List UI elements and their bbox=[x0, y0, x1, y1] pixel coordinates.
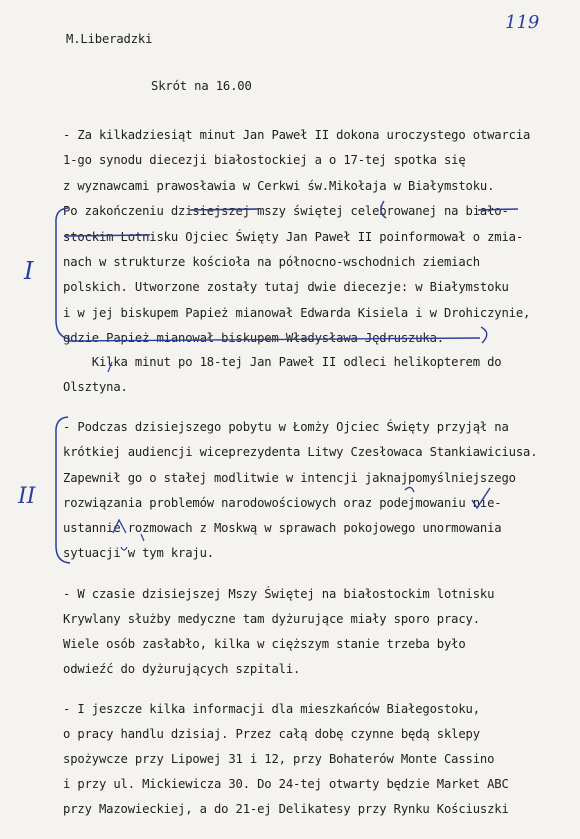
text-line-23: o pracy handlu dzisiaj. Przez całą dobę czynne będą sklepy bbox=[63, 727, 480, 741]
correction-mark bbox=[141, 534, 144, 541]
text-line-18: - W czasie dzisiejszej Mszy Świętej na białostockim lotnisku bbox=[63, 587, 495, 601]
text-line-9: gdzie Papież mianował biskupem Władysława Jędruszuka. bbox=[63, 331, 444, 345]
text-line-19: Krywlany służby medyczne tam dyżurujące miały sporo pracy. bbox=[63, 612, 480, 626]
handwritten-page-number: 119 bbox=[505, 12, 540, 33]
document-subtitle: Skrót na 16.00 bbox=[151, 79, 252, 93]
correction-mark bbox=[405, 487, 414, 492]
end-bracket-mark bbox=[481, 327, 487, 343]
text-line-2: 1-go synodu diecezji białostockiej a o 17-tej spotka się bbox=[63, 153, 466, 167]
text-line-5: stockim Lotnisku Ojciec Święty Jan Paweł II poinformował o zmia- bbox=[63, 230, 523, 244]
text-line-21: odwieźć do dyżurujących szpitali. bbox=[63, 662, 301, 676]
margin-mark-section-1: I bbox=[24, 257, 34, 285]
text-line-15: rozwiązania problemów narodowościowych oraz podejmowaniu nie- bbox=[63, 496, 502, 510]
text-line-14: Zapewnił go o stałej modlitwie w intencji jaknajpomyślniejszego bbox=[63, 471, 516, 485]
text-line-13: krótkiej audiencji wiceprezydenta Litwy Czesłowaca Stankiawiciusa. bbox=[63, 445, 538, 459]
text-line-20: Wiele osób zasłabło, kilka w cięższym stanie trzeba było bbox=[63, 637, 466, 651]
section-bracket bbox=[56, 417, 70, 563]
text-line-3: z wyznawcami prawosławia w Cerkwi św.Mikołaja w Białymstoku. bbox=[63, 179, 495, 193]
text-line-16: ustannie rozmowach z Moskwą w sprawach pokojowego unormowania bbox=[63, 521, 502, 535]
text-line-1: - Za kilkadziesiąt minut Jan Paweł II dokona uroczystego otwarcia bbox=[63, 128, 531, 142]
text-line-4: Po zakończeniu dzisiejszej mszy świętej celebrowanej na biało- bbox=[63, 204, 509, 218]
text-line-26: przy Mazowieckiej, a do 21-ej Delikatesy przy Rynku Kościuszki bbox=[63, 802, 509, 816]
margin-mark-section-2: II bbox=[18, 484, 36, 509]
text-line-7: polskich. Utworzone zostały tutaj dwie diecezje: w Białymstoku bbox=[63, 280, 509, 294]
text-line-25: i przy ul. Mickiewicza 30. Do 24-tej otwarty będzie Market ABC bbox=[63, 777, 509, 791]
text-line-22: - I jeszcze kilka informacji dla mieszkańców Białegostoku, bbox=[63, 702, 480, 716]
text-line-11: Olsztyna. bbox=[63, 380, 128, 394]
text-line-8: i w jej biskupem Papież mianował Edwarda Kisiela i w Drohiczynie, bbox=[63, 306, 531, 320]
text-line-12: - Podczas dzisiejszego pobytu w Łomży Ojciec Święty przyjął na bbox=[63, 420, 509, 434]
author-name: M.Liberadzki bbox=[66, 32, 153, 46]
text-line-6: nach w strukturze kościoła na północno-wschodnich ziemiach bbox=[63, 255, 480, 269]
text-line-10: Kilka minut po 18-tej Jan Paweł II odleci helikopterem do bbox=[63, 355, 502, 369]
text-line-24: spożywcze przy Lipowej 31 i 12, przy Bohaterów Monte Cassino bbox=[63, 752, 495, 766]
text-line-17: sytuacji w tym kraju. bbox=[63, 546, 214, 560]
